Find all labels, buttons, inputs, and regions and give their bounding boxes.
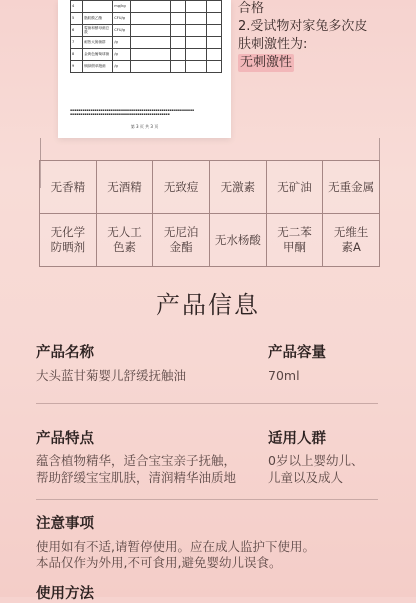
test-report-document <box>58 0 231 138</box>
notice-value: 本品仅作为外用,不可食用,避免婴幼儿误食。 <box>36 555 282 570</box>
free-from-label: 无化学 <box>50 225 86 239</box>
free-from-label: 无矿油 <box>277 179 312 194</box>
report-page-number: 第 3 页 共 3 页 <box>130 124 159 129</box>
product-features-label: 产品特点 <box>36 431 94 447</box>
free-from-label: 无酒精 <box>107 179 142 194</box>
report-table-cell <box>131 49 170 61</box>
report-table-cell <box>131 1 170 13</box>
report-result-highlight: 无刺激性 <box>240 55 293 70</box>
report-table-row <box>71 25 222 37</box>
report-table-cell: /g <box>113 61 131 73</box>
free-from-label: 无水杨酸 <box>214 232 261 247</box>
free-from-label: 无维生 <box>333 225 369 239</box>
report-table-cell <box>185 49 206 61</box>
report-table-cell: 4 <box>71 1 83 13</box>
free-from-item <box>210 161 267 214</box>
product-name-label: 产品名称 <box>36 345 94 361</box>
report-table-cell: 金黄色葡萄球菌 <box>83 49 113 61</box>
report-table-cell <box>131 61 170 73</box>
report-table-cell <box>170 25 185 37</box>
report-table-cell <box>83 1 113 13</box>
free-from-item <box>267 161 324 214</box>
report-table-row <box>71 37 222 49</box>
report-table-cell: 铜绿假单胞菌 <box>83 61 113 73</box>
report-table-cell: 脂肪酸乙酯 <box>83 13 113 25</box>
report-table-cell: /g <box>113 49 131 61</box>
free-from-label: 无尼泊 <box>163 225 199 239</box>
report-table-cell <box>170 37 185 49</box>
free-from-label: 金酯 <box>169 240 193 254</box>
report-summary <box>238 0 378 72</box>
report-table-row <box>71 61 222 73</box>
audience-label: 适用人群 <box>268 431 326 447</box>
report-table-cell <box>170 13 185 25</box>
report-summary-line: 2.受试物对家兔多次皮 <box>238 19 368 34</box>
report-table-row <box>71 13 222 25</box>
report-table-cell: 霉菌和酵母菌总数 <box>83 25 113 37</box>
free-from-item <box>97 161 154 214</box>
report-table-cell: mg/kg <box>113 1 131 13</box>
report-table-cell <box>170 61 185 73</box>
free-from-label: 无重金属 <box>328 179 375 194</box>
product-name-value: 大头蓝甘菊婴儿舒缓抚触油 <box>36 368 187 383</box>
report-footnote: ▪▪▪▪▪▪▪▪▪▪▪▪▪▪▪▪▪▪▪▪▪▪▪▪▪▪▪▪▪▪▪▪▪▪▪▪▪▪▪▪▪▪▪▪▪▪▪▪▪▪▪▪▪▪▪▪▪▪▪▪▪ ▪▪▪▪▪▪▪▪▪▪▪▪▪▪▪▪▪▪▪▪▪▪▪▪▪▪▪▪▪▪▪▪▪▪▪▪▪▪▪▪▪▪▪▪▪▪▪▪▪ <box>70 108 195 116</box>
report-table-cell <box>206 37 221 49</box>
report-table-cell <box>131 13 170 25</box>
free-from-item <box>40 161 97 214</box>
product-volume-label: 产品容量 <box>268 345 326 361</box>
report-table-row <box>71 49 222 61</box>
report-summary-line: 合格 <box>238 1 265 16</box>
free-from-item <box>40 214 97 267</box>
report-table-cell <box>185 61 206 73</box>
notice-value: 使用如有不适,请暂停使用。应在成人监护下使用。 <box>36 539 315 554</box>
product-features-value: 蕴含植物精华，适合宝宝亲子抚触， <box>36 453 237 468</box>
report-table-cell <box>131 37 170 49</box>
report-table-cell <box>185 13 206 25</box>
report-table-cell: 6 <box>71 25 83 37</box>
usage-label: 使用方法 <box>36 586 94 602</box>
product-volume-value: 70ml <box>268 368 300 383</box>
free-from-label: 无二苯 <box>277 225 312 239</box>
free-from-label: 无激素 <box>220 179 256 194</box>
free-from-item <box>210 214 267 267</box>
report-table-cell <box>206 61 221 73</box>
free-from-label: 甲酮 <box>282 240 306 254</box>
report-table-cell: CFU/g <box>113 13 131 25</box>
divider <box>36 403 378 404</box>
free-from-item <box>153 214 210 267</box>
section-title: 产品信息 <box>156 291 260 319</box>
free-from-label: 色素 <box>112 240 136 254</box>
report-table-cell <box>185 37 206 49</box>
audience-value: 0岁以上婴幼儿、 <box>268 453 364 468</box>
report-table-cell: 5 <box>71 13 83 25</box>
free-from-label: 素A <box>341 240 361 254</box>
divider <box>36 499 378 500</box>
report-table-cell <box>206 13 221 25</box>
report-table <box>70 0 222 73</box>
report-table-cell <box>206 49 221 61</box>
report-table-cell <box>206 25 221 37</box>
report-table-cell <box>185 1 206 13</box>
free-from-label: 无香精 <box>50 179 86 194</box>
report-table-cell <box>131 25 170 37</box>
free-from-label: 防晒剂 <box>50 240 86 254</box>
report-table-cell: /g <box>113 37 131 49</box>
report-table-cell <box>170 1 185 13</box>
report-table-row <box>71 1 222 13</box>
report-table-cell <box>170 49 185 61</box>
report-summary-line: 肤刺激性为: <box>238 37 308 52</box>
free-from-item <box>97 214 154 267</box>
free-from-label: 无人工 <box>107 225 142 239</box>
free-from-label: 无致痘 <box>163 179 199 194</box>
product-features-value: 帮助舒缓宝宝肌肤，清润精华油质地 <box>36 470 237 485</box>
report-table-cell: 耐热大肠菌群 <box>83 37 113 49</box>
notice-label: 注意事项 <box>36 516 94 532</box>
report-table-cell <box>206 1 221 13</box>
report-table-cell: 9 <box>71 61 83 73</box>
audience-value: 儿童以及成人 <box>268 470 344 485</box>
free-from-item <box>153 161 210 214</box>
report-table-cell: CFU/g <box>113 25 131 37</box>
free-from-item <box>323 214 380 267</box>
report-table-cell: 7 <box>71 37 83 49</box>
free-from-item <box>323 161 380 214</box>
free-from-grid <box>39 160 380 267</box>
free-from-item <box>267 214 324 267</box>
report-table-cell: 8 <box>71 49 83 61</box>
report-table-cell <box>185 25 206 37</box>
